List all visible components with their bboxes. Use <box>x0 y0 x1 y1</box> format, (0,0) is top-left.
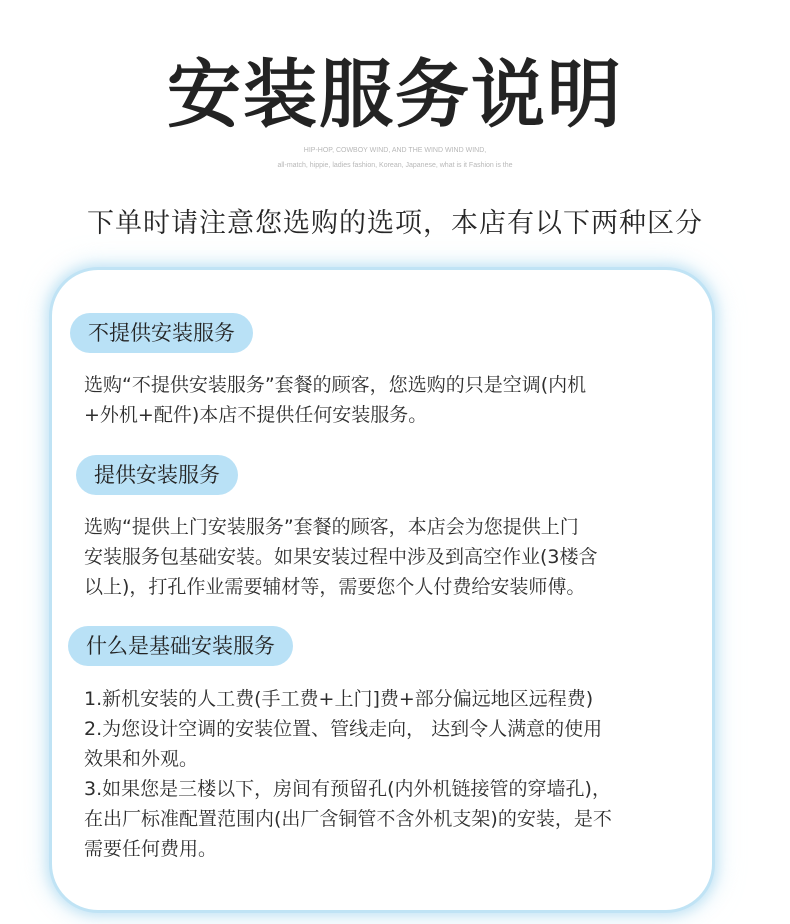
english-tagline-line-2: all-match, hippie, ladies fashion, Korean, Japanese, what is it Fashion is the <box>277 162 513 169</box>
english-tagline-line-1: HIP-HOP, COWBOY WIND, AND THE WIND WIND WIND, <box>303 147 487 154</box>
section-body-installation <box>84 512 704 602</box>
section-body-no-installation <box>84 370 704 430</box>
section-line: 在出厂标准配置范围内(出厂含铜管不含外机支架)的安装，是不 <box>84 808 612 830</box>
section-heading-basic-installation: 什么是基础安装服务 <box>68 626 293 666</box>
section-line: 2.为您设计空调的安装位置、管线走向， 达到令人满意的使用 <box>84 718 603 740</box>
section-heading-installation: 提供安装服务 <box>76 455 238 495</box>
section-line: +外机+配件)本店不提供任何安装服务。 <box>84 404 428 426</box>
page-title: 安装服务说明 <box>167 52 623 138</box>
section-line: 选购“提供上门安装服务”套餐的顾客，本店会为您提供上门 <box>84 516 579 538</box>
section-line: 安装服务包基础安装。如果安装过程中涉及到高空作业(3楼含 <box>84 546 598 568</box>
section-line: 3.如果您是三楼以下，房间有预留孔(内外机链接管的穿墙孔)， <box>84 778 611 800</box>
page-subtitle: 下单时请注意您选购的选项，本店有以下两种区分 <box>87 208 703 239</box>
section-heading-no-installation: 不提供安装服务 <box>70 313 253 353</box>
section-line: 1.新机安装的人工费(手工费+上门]费+部分偏远地区远程费) <box>84 688 594 710</box>
section-line: 以上)，打孔作业需要辅材等，需要您个人付费给安装师傅。 <box>84 576 586 598</box>
section-body-basic-installation <box>84 684 704 864</box>
section-line: 选购“不提供安装服务”套餐的顾客，您选购的只是空调(内机 <box>84 374 587 396</box>
section-line: 需要任何费用。 <box>84 838 218 860</box>
section-line: 效果和外观。 <box>84 748 199 770</box>
